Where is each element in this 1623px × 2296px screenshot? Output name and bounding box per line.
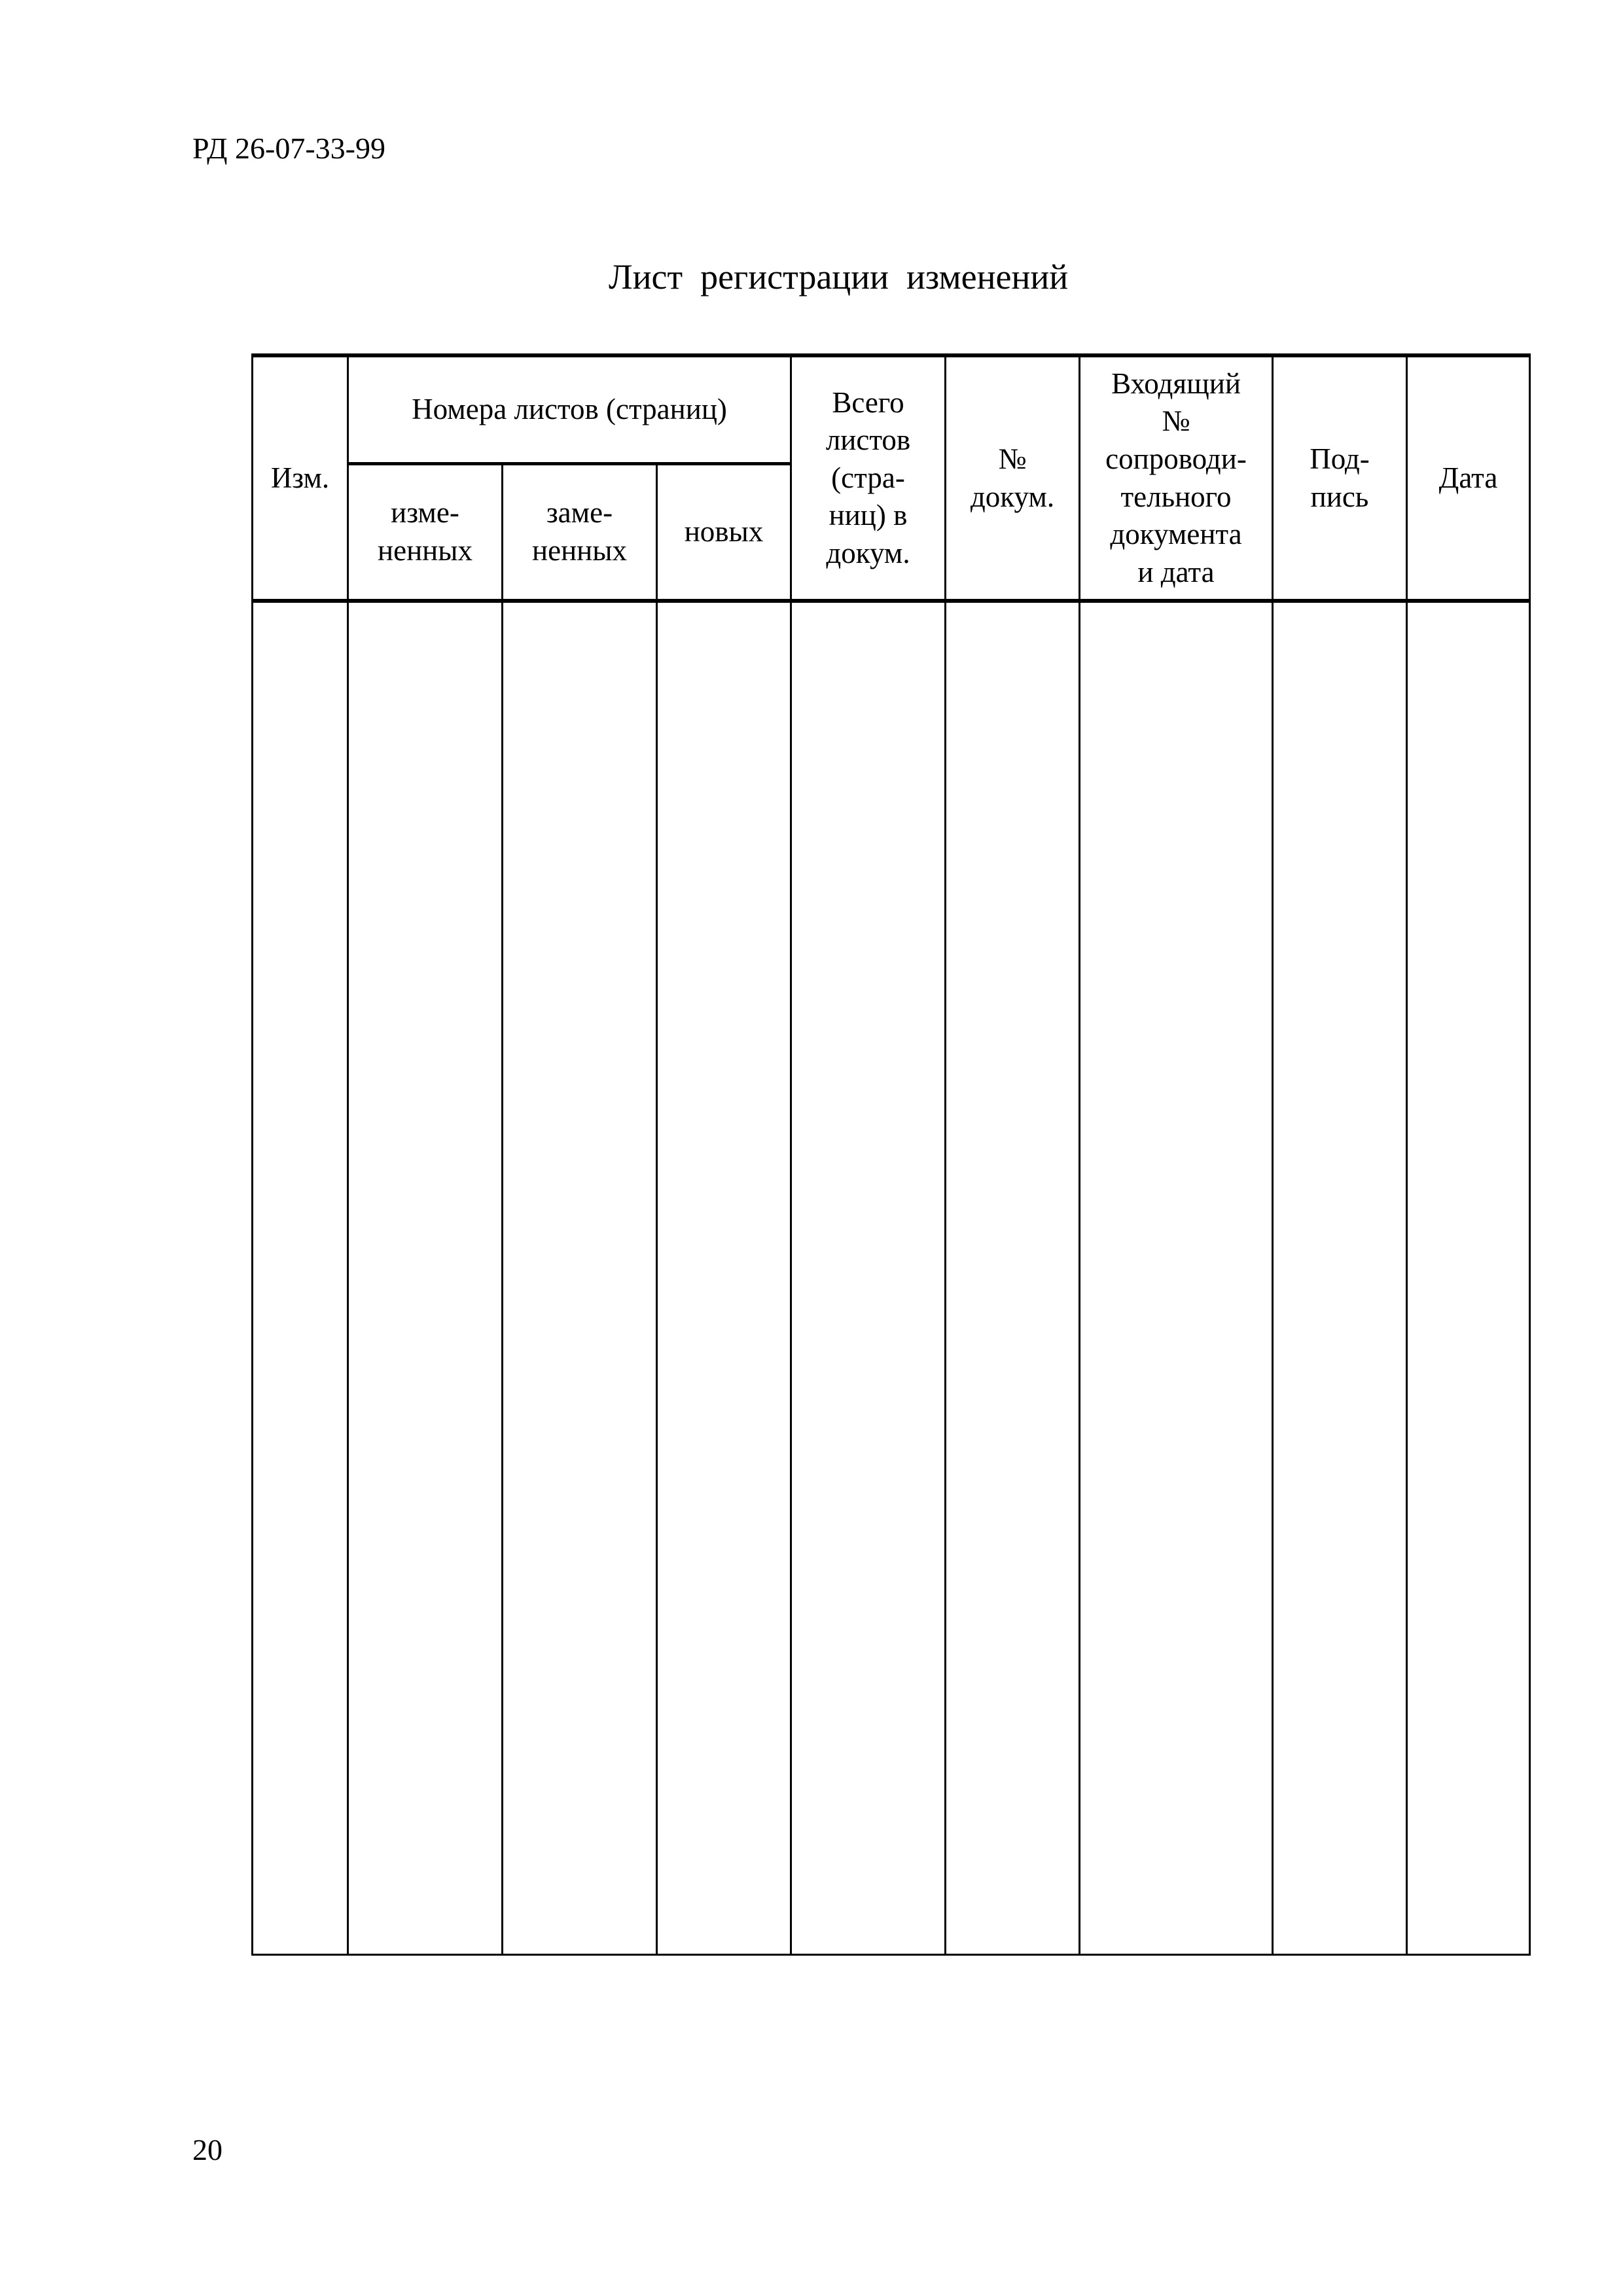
- header-changed-line: ненных: [378, 533, 473, 567]
- header-total-sheets-line: докум.: [826, 536, 910, 569]
- header-incoming-doc-line: документа: [1110, 518, 1242, 551]
- page-title: Лист регистрации изменений: [609, 257, 1069, 296]
- header-replaced: [503, 463, 657, 601]
- header-date: Дата: [1407, 355, 1530, 601]
- cell-signature: [1273, 601, 1407, 1955]
- header-changed-line: изме-: [391, 496, 459, 529]
- header-doc-number-line: №: [998, 442, 1027, 475]
- header-signature-line: пись: [1310, 480, 1369, 513]
- header-doc-number-line: докум.: [970, 480, 1055, 513]
- header-total-sheets-line: Всего: [832, 386, 904, 419]
- header-replaced-line: ненных: [532, 533, 627, 567]
- change-registration-table: [251, 353, 1531, 1956]
- header-signature-line: Под-: [1310, 442, 1370, 475]
- header-incoming-doc-line: сопроводи-: [1105, 442, 1247, 475]
- header-incoming-doc-line: Входящий: [1111, 367, 1241, 400]
- page-number: 20: [192, 2133, 223, 2166]
- header-izm: Изм.: [253, 355, 348, 601]
- cell-doc-number: [946, 601, 1080, 1955]
- cell-changed: [348, 601, 503, 1955]
- document-code: РД 26-07-33-99: [192, 132, 385, 165]
- table-row-empty: [253, 601, 1530, 1955]
- header-doc-number: [946, 355, 1080, 601]
- cell-new: [657, 601, 791, 1955]
- header-incoming-doc: [1080, 355, 1273, 601]
- cell-replaced: [503, 601, 657, 1955]
- cell-izm: [253, 601, 348, 1955]
- header-changed: [348, 463, 503, 601]
- header-total-sheets: [791, 355, 946, 601]
- header-signature: [1273, 355, 1407, 601]
- header-sheet-numbers-group: Номера листов (страниц): [348, 355, 791, 463]
- header-total-sheets-line: ниц) в: [829, 499, 908, 532]
- cell-total-sheets: [791, 601, 946, 1955]
- cell-date: [1407, 601, 1530, 1955]
- header-incoming-doc-line: тельного: [1120, 480, 1232, 513]
- header-total-sheets-line: листов: [825, 423, 911, 457]
- header-replaced-line: заме-: [546, 496, 613, 529]
- header-new: новых: [657, 463, 791, 601]
- cell-incoming-doc: [1080, 601, 1273, 1955]
- header-incoming-doc-line: №: [1162, 404, 1190, 438]
- header-incoming-doc-line: и дата: [1137, 555, 1215, 588]
- header-total-sheets-line: (стра-: [831, 461, 905, 494]
